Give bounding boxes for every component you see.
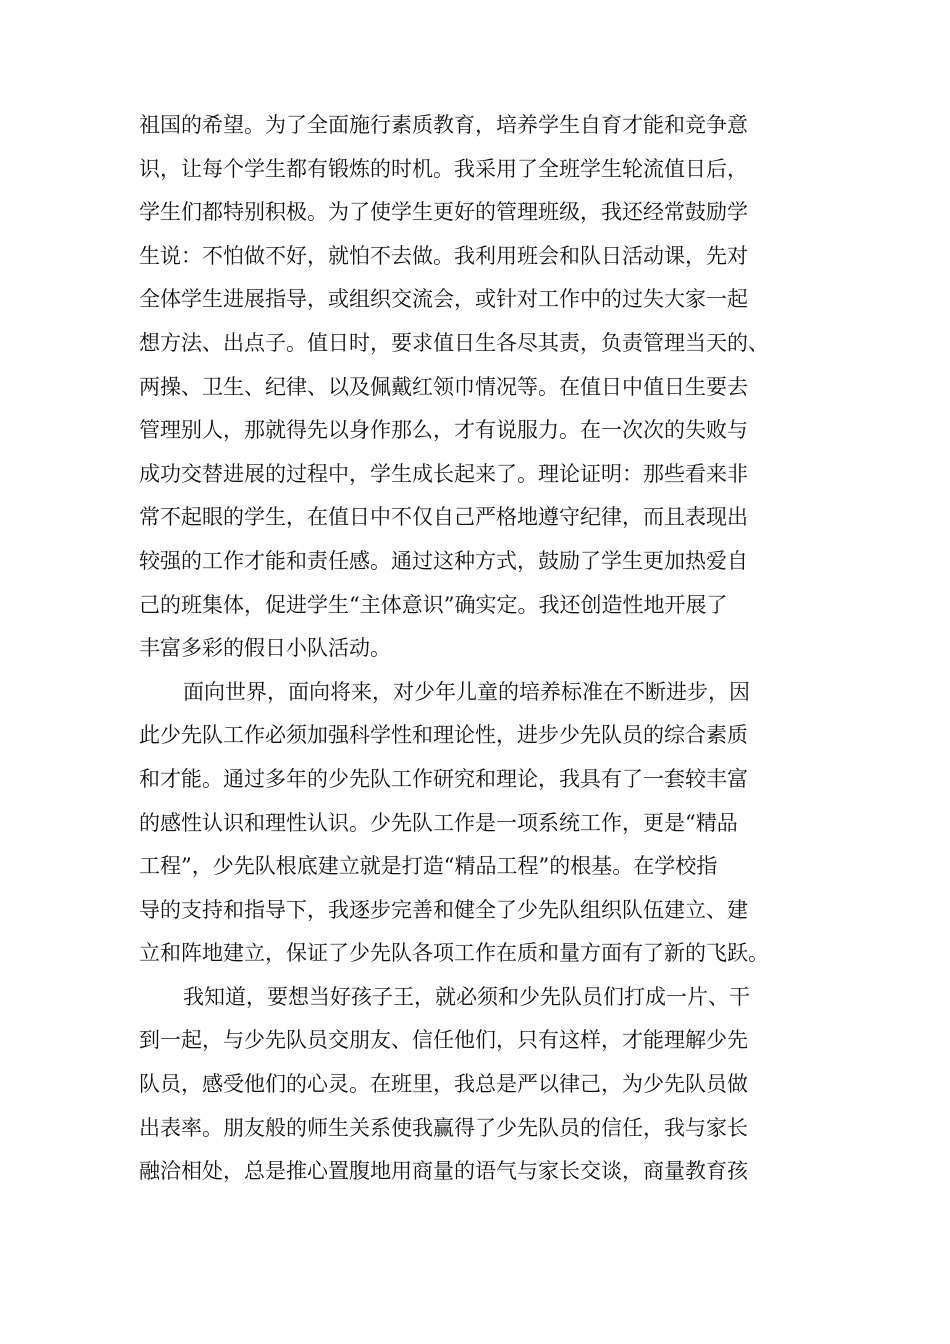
text-line: 到一起，与少先队员交朋友、信任他们，只有这样，才能理解少先	[139, 1028, 748, 1053]
text-line: 管理别人，那就得先以身作那么，才有说服力。在一次次的失败与	[139, 418, 748, 443]
text-line-indented: 面向世界，面向将来，对少年儿童的培养标准在不断进步，因	[183, 679, 750, 704]
text-line: 想方法、出点子。值日时，要求值日生各尽其责，负责管理当天的、	[139, 330, 769, 355]
paragraph-3	[139, 976, 829, 1194]
text-line: 祖国的希望。为了全面施行素质教育，培养学生自育才能和竞争意	[139, 113, 748, 137]
text-line-indented: 我知道，要想当好孩子王，就必须和少先队员们打成一片、干	[183, 984, 750, 1009]
paragraph-2	[139, 671, 829, 976]
text-line: 出表率。朋友般的师生关系使我赢得了少先队员的信任，我与家长	[139, 1115, 748, 1140]
text-line: 立和阵地建立，保证了少先队各项工作在质和量方面有了新的飞跃。	[139, 941, 769, 966]
text-line: 导的支持和指导下，我逐步完善和健全了少先队组织队伍建立、建	[139, 897, 748, 922]
text-line: 全体学生进展指导，或组织交流会，或针对工作中的过失大家一起	[139, 287, 748, 312]
text-line: 成功交替进展的过程中，学生成长起来了。理论证明：那些看来非	[139, 461, 748, 486]
text-line: 识，让每个学生都有锻炼的时机。我采用了全班学生轮流值日后，	[139, 156, 748, 181]
text-line: 融洽相处，总是推心置腹地用商量的语气与家长交谈，商量教育孩	[139, 1159, 748, 1184]
text-line: 两操、卫生、纪律、以及佩戴红领巾情况等。在值日中值日生要去	[139, 374, 748, 399]
text-line: 队员，感受他们的心灵。在班里，我总是严以律己，为少先队员做	[139, 1072, 748, 1097]
paragraph-1	[139, 104, 829, 671]
text-line: 此少先队工作必须加强科学性和理论性，进步少先队员的综合素质	[139, 723, 748, 748]
text-line: 工程”，少先队根底建立就是打造“精品工程”的根基。在学校指	[139, 854, 718, 879]
text-line: 和才能。通过多年的少先队工作研究和理论，我具有了一套较丰富	[139, 766, 748, 791]
text-line: 较强的工作才能和责任感。通过这种方式，鼓励了学生更加热爱自	[139, 548, 748, 573]
text-line: 常不起眼的学生，在值日中不仅自己严格地遵守纪律，而且表现出	[139, 505, 748, 530]
text-line: 学生们都特别积极。为了使学生更好的管理班级，我还经常鼓励学	[139, 200, 748, 225]
text-line: 的感性认识和理性认识。少先队工作是一项系统工作，更是“精品	[139, 810, 738, 835]
document-body	[139, 104, 829, 1194]
text-line: 生说：不怕做不好，就怕不去做。我利用班会和队日活动课，先对	[139, 243, 748, 268]
text-line: 己的班集体，促进学生“主体意识”确实定。我还创造性地开展了	[139, 592, 728, 617]
text-line: 丰富多彩的假日小队活动。	[139, 636, 391, 661]
